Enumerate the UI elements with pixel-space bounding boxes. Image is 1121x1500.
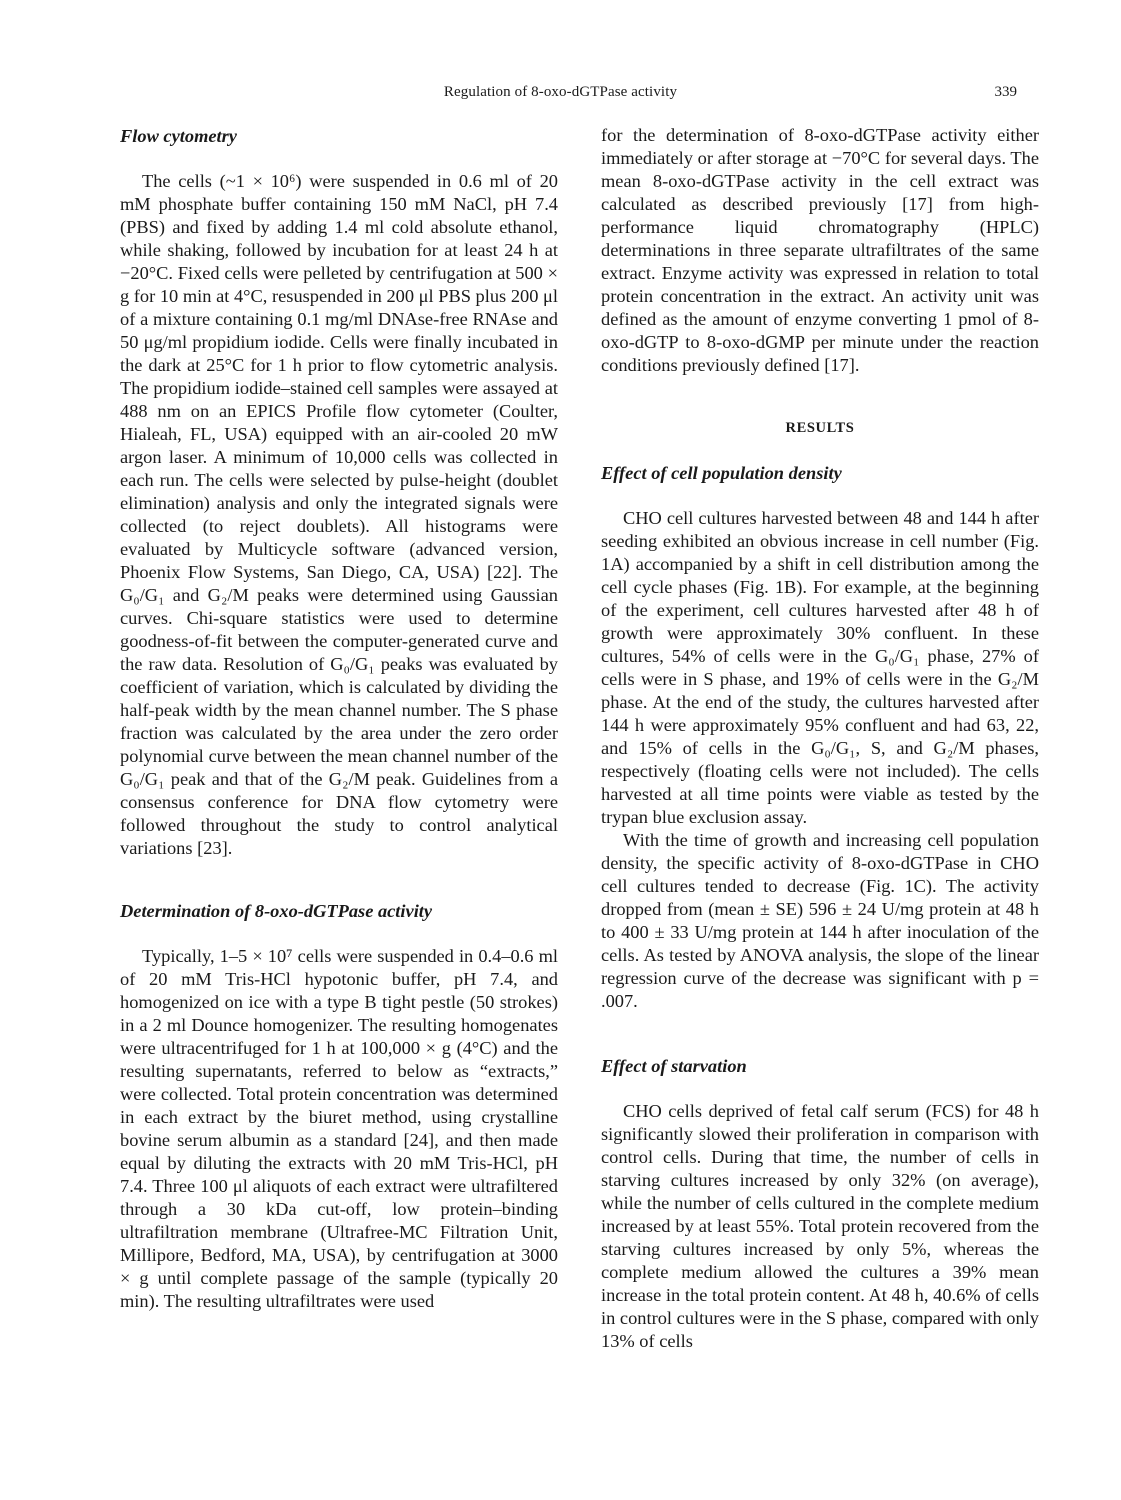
running-header (0, 84, 1121, 104)
section-heading-starvation: Effect of starvation (601, 1056, 747, 1076)
paragraph-starvation: CHO cells deprived of fetal calf serum (FCS) for 48 h significantly slowed their proliferation in comparison with control cells. During that time, the number of cells in starving cultures increased by only 32% (on average), while the number of cells cultured in the complete medium increased by at least 55%. Total protein recovered from the starving cultures increased by only 5%, whereas the complete medium allowed the cultures a 39% mean increase in the total protein content. At 48 h, 40.6% of cells in control cultures were in the S phase, compared with only 13% of cells (601, 1101, 1039, 1351)
paragraph-cell-density-1: CHO cell cultures harvested between 48 and 144 h after seeding exhibited an obvious increase in cell number (Fig. 1A) accompanied by a shift in cell distribution among the cell cycle phases (Fig. 1B). For example, at the beginning of the experiment, cell cultures harvested after 48 h of growth were approximately 30% confluent. In these cultures, 54% of cells were in the G₀/G₁ phase, 27% of cells were in S phase, and 19% of cells were in the G₂/M phase. At the end of the study, the cultures harvested after 144 h were approximately 95% confluent and had 63, 22, and 15% of cells in the G₀/G₁, S, and G₂/M phases, respectively (floating cells were not included). The cells harvested at all time points were viable as tested by the trypan blue exclusion assay. (601, 508, 1039, 827)
section-heading-determination: Determination of 8-oxo-dGTPase activity (120, 901, 433, 921)
section-heading-cell-density: Effect of cell population density (601, 463, 842, 483)
paragraph-cell-density-2: With the time of growth and increasing cell population density, the specific activity of 8-oxo-dGTPase in CHO cell cultures tended to decrease (Fig. 1C). The activity dropped from (mean ± SE) 596 ± 24 U/mg protein at 48 h to 400 ± 33 U/mg protein at 144 h after inoculation of the cells. As tested by ANOVA analysis, the slope of the linear regression curve of the decrease was significant with p = .007. (601, 830, 1039, 1011)
paragraph-determination: Typically, 1–5 × 10⁷ cells were suspended in 0.4–0.6 ml of 20 mM Tris-HCl hypotonic buffer, pH 7.4, and homogenized on ice with a type B tight pestle (50 strokes) in a 2 ml Dounce homogenizer. The resulting homogenates were ultracentrifuged for 1 h at 100,000 × g (4°C) and the resulting supernatants, referred to below as “extracts,” were collected. Total protein concentration was determined in each extract by the biuret method, using crystalline bovine serum albumin as a standard [24], and then made equal by diluting the extracts with 20 mM Tris-HCl, pH 7.4. Three 100 μl aliquots of each extract were ultrafiltered through a 30 kDa cut-off, low protein–binding ultrafiltration membrane (Ultrafree-MC Filtration Unit, Millipore, Bedford, MA, USA), by centrifugation at 3000 × g until complete passage of the sample (typically 20 min). The resulting ultrafiltrates were used (120, 946, 558, 1311)
results-heading: RESULTS (785, 420, 855, 436)
running-title: Regulation of 8-oxo-dGTPase activity (443, 84, 678, 100)
paragraph-flow-cytometry: The cells (~1 × 10⁶) were suspended in 0.6 ml of 20 mM phosphate buffer containing 150 mM NaCl, pH 7.4 (PBS) and fixed by adding 1.4 ml cold absolute ethanol, while shaking, followed by incubation for at least 24 h at −20°C. Fixed cells were pelleted by centrifugation at 500 × g for 10 min at 4°C, resuspended in 200 μl PBS plus 200 μl of a mixture containing 0.1 mg/ml DNAse-free RNAse and 50 μg/ml propidium iodide. Cells were finally incubated in the dark at 25°C for 1 h prior to flow cytometric analysis. The propidium iodide–stained cell samples were assayed at 488 nm on an EPICS Profile flow cytometer (Coulter, Hialeah, FL, USA) equipped with an air-cooled 20 mW argon laser. A minimum of 10,000 cells was collected in each run. The cells were selected by pulse-height (doublet elimination) analysis and only the integrated signals were collected (to reject doublets). All histograms were evaluated by Multicycle software (advanced version, Phoenix Flow Systems, San Diego, CA, USA) [22]. The G₀/G₁ and G₂/M peaks were determined using Gaussian curves. Chi-square statistics were used to determine goodness-of-fit between the computer-generated curve and the raw data. Resolution of G₀/G₁ peaks was evaluated by coefficient of variation, which is calculated by dividing the half-peak width by the mean channel number. The S phase fraction was calculated by the area under the zero order polynomial curve between the mean channel number of the G₀/G₁ peak and that of the G₂/M peak. Guidelines from a consensus conference for DNA flow cytometry were followed throughout the study to control analytical variations [23]. (120, 171, 558, 858)
left-column (120, 124, 558, 1313)
page-number: 339 (994, 84, 1017, 100)
section-heading-flow-cytometry: Flow cytometry (120, 126, 237, 146)
paragraph-continuation: for the determination of 8-oxo-dGTPase activity either immediately or after storage at −70°C for several days. The mean 8-oxo-dGTPase activity in the cell extract was calculated as described previously [17] from high-performance liquid chromatography (HPLC) determinations in three separate ultrafiltrates of the same extract. Enzyme activity was expressed in relation to total protein concentration in the extract. An activity unit was defined as the amount of enzyme converting 1 pmol of 8-oxo-dGTP to 8-oxo-dGMP per minute under the reaction conditions previously defined [17]. (601, 125, 1039, 375)
right-column (601, 124, 1039, 1353)
